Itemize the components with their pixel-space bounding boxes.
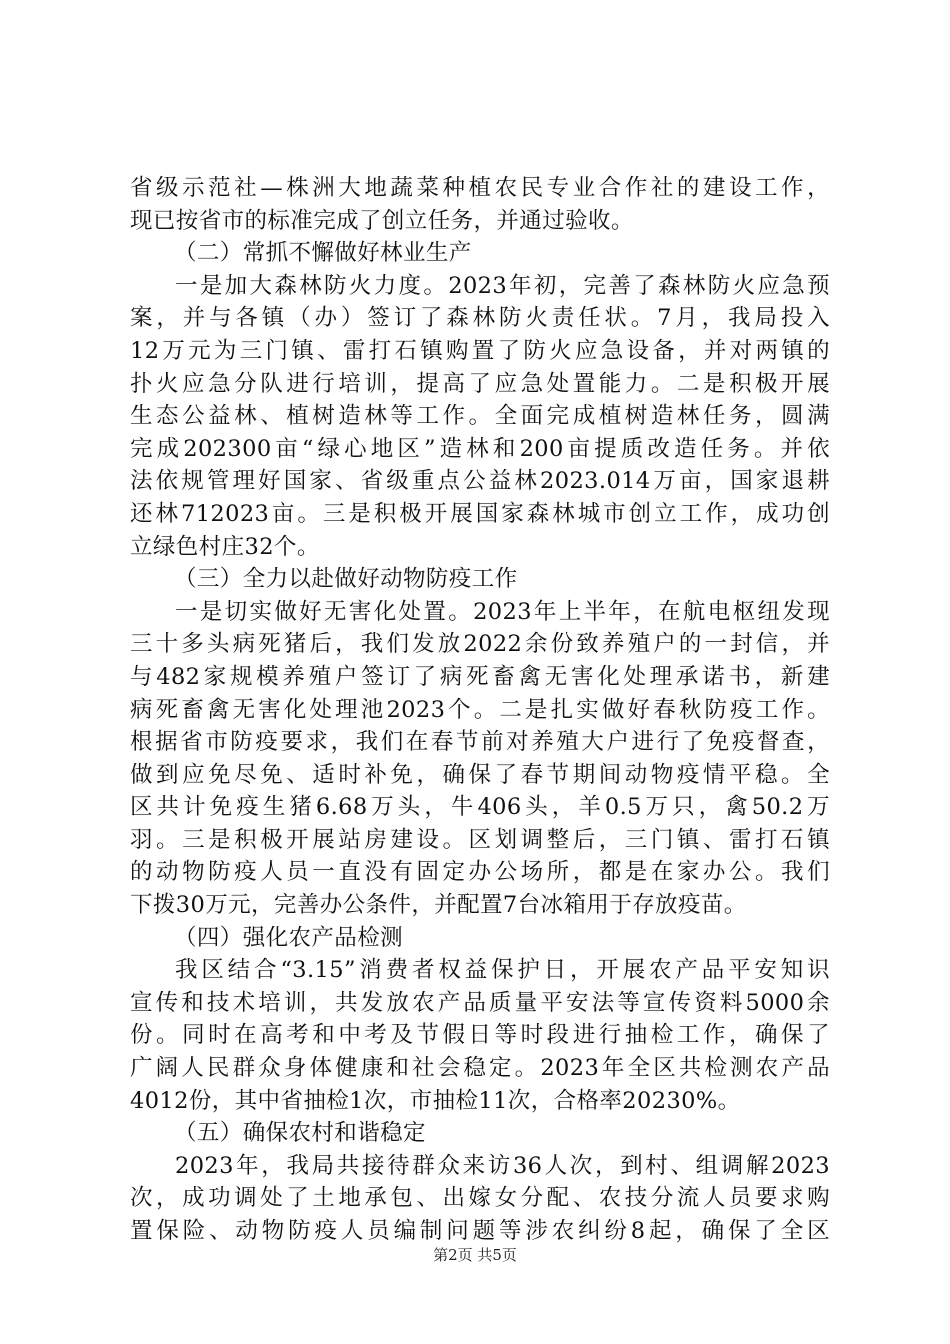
text-line: 2023年，我局共接待群众来访36人次，到村、组调解2023 (175, 1152, 830, 1179)
text-line: 下拨30万元，完善办公条件，并配置7台冰箱用于存放疫苗。 (130, 892, 747, 919)
text-line: 三十多头病死猪后，我们发放2022余份致养殖户的一封信，并 (130, 631, 830, 658)
page-number-label: 第2页 共5页 (433, 1246, 517, 1264)
section-heading: （四）强化农产品检测 (174, 924, 404, 951)
text-line: 法依规管理好国家、省级重点公益林2023.014万亩，国家退耕 (130, 468, 830, 495)
text-line: 扑火应急分队进行培训，提高了应急处置能力。二是积极开展 (130, 370, 830, 397)
text-line: 根据省市防疫要求，我们在春节前对养殖大户进行了免疫督查， (130, 729, 830, 756)
text-line: 生态公益林、植树造林等工作。全面完成植树造林任务，圆满 (130, 403, 830, 430)
page-footer (0, 1244, 950, 1265)
text-line: 的动物防疫人员一直没有固定办公场所，都是在家办公。我们 (130, 859, 830, 886)
text-line: 次，成功调处了土地承包、出嫁女分配、农技分流人员要求购 (130, 1185, 830, 1212)
text-line: 病死畜禽无害化处理池2023个。二是扎实做好春秋防疫工作。 (130, 696, 830, 723)
text-line: 做到应免尽免、适时补免，确保了春节期间动物疫情平稳。全 (130, 761, 830, 788)
text-line: 我区结合“3.15”消费者权益保护日，开展农产品平安知识 (175, 957, 830, 984)
text-line: 现已按省市的标准完成了创立任务，并通过验收。 (130, 207, 634, 234)
text-line: 一是切实做好无害化处置。2023年上半年，在航电枢纽发现 (175, 598, 830, 625)
section-heading: （五）确保农村和谐稳定 (174, 1120, 426, 1147)
text-line: 一是加大森林防火力度。2023年初，完善了森林防火应急预 (175, 272, 830, 299)
text-line: 完成202300亩“绿心地区”造林和200亩提质改造任务。并依 (130, 435, 830, 462)
text-line: 广阔人民群众身体健康和社会稳定。2023年全区共检测农产品 (130, 1055, 830, 1082)
text-line: 宣传和技术培训，共发放农产品质量平安法等宣传资料5000余 (130, 989, 830, 1016)
text-line: 区共计免疫生猪6.68万头，牛406头，羊0.5万只，禽50.2万 (130, 794, 830, 821)
text-line: 份。同时在高考和中考及节假日等时段进行抽检工作，确保了 (130, 1022, 830, 1049)
text-line: 与482家规模养殖户签订了病死畜禽无害化处理承诺书，新建 (130, 663, 830, 690)
text-line: 羽。三是积极开展站房建设。区划调整后，三门镇、雷打石镇 (130, 826, 830, 853)
text-line: 案，并与各镇（办）签订了森林防火责任状。7月，我局投入 (130, 305, 830, 332)
text-line: 还林712023亩。三是积极开展国家森林城市创立工作，成功创 (130, 500, 830, 527)
section-heading: （二）常抓不懈做好林业生产 (174, 240, 472, 267)
text-line: 12万元为三门镇、雷打石镇购置了防火应急设备，并对两镇的 (130, 337, 830, 364)
text-line: 立绿色村庄32个。 (130, 533, 320, 560)
section-heading: （三）全力以赴做好动物防疫工作 (174, 566, 518, 593)
document-body (130, 172, 830, 1248)
text-line: 4012份，其中省抽检1次，市抽检11次，合格率20230%。 (130, 1087, 741, 1114)
text-line: 省级示范社—株洲大地蔬菜种植农民专业合作社的建设工作， (130, 175, 830, 201)
text-line: 置保险、动物防疫人员编制问题等涉农纠纷8起，确保了全区 (130, 1218, 830, 1244)
